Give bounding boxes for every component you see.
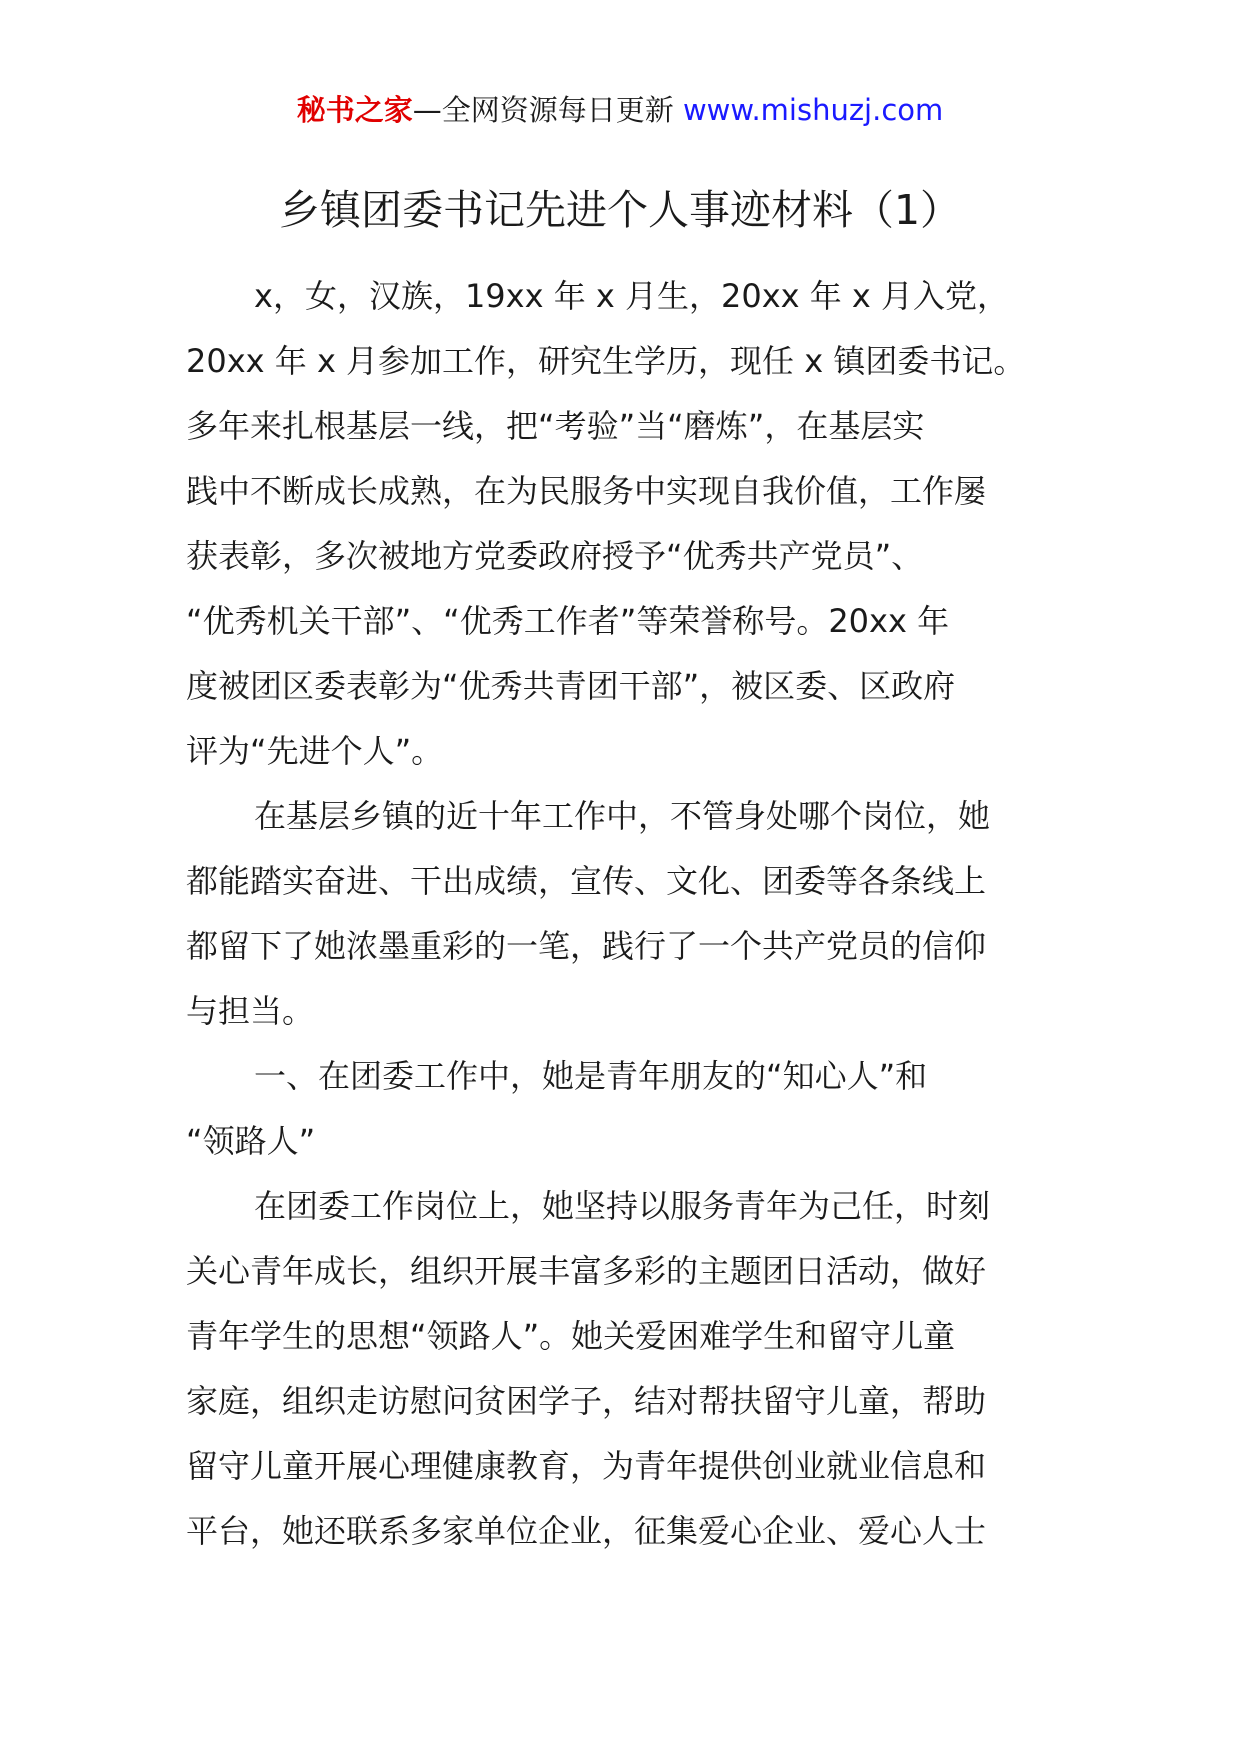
- body-line: 与担当。: [186, 992, 315, 1030]
- body-line: x，女，汉族，19xx 年 x 月生，20xx 年 x 月入党，: [254, 277, 1010, 315]
- body-line: 都留下了她浓墨重彩的一笔，践行了一个共产党员的信仰: [186, 927, 987, 965]
- document-body: [186, 264, 1046, 1564]
- body-line: 在团委工作岗位上，她坚持以服务青年为己任，时刻: [254, 1187, 991, 1225]
- body-line: 都能踏实奋进、干出成绩，宣传、文化、团委等各条线上: [186, 862, 987, 900]
- body-line: 度被团区委表彰为“优秀共青团干部”，被区委、区政府: [186, 667, 956, 705]
- body-line: 关心青年成长，组织开展丰富多彩的主题团日活动，做好: [186, 1252, 987, 1290]
- body-line: 青年学生的思想“领路人”。她关爱困难学生和留守儿童: [186, 1317, 956, 1355]
- document-title: 乡镇团委书记先进个人事迹材料（1）: [278, 186, 962, 234]
- brand-name: 秘书之家: [296, 93, 413, 127]
- body-line: 20xx 年 x 月参加工作，研究生学历，现任 x 镇团委书记。: [186, 342, 1026, 380]
- body-line: “优秀机关干部”、“优秀工作者”等荣誉称号。20xx 年: [186, 602, 950, 640]
- header-tagline: —全网资源每日更新: [412, 93, 674, 127]
- site-header: [0, 88, 1240, 132]
- body-line: 多年来扎根基层一线，把“考验”当“磨炼”，在基层实: [186, 407, 925, 445]
- body-line: 评为“先进个人”。: [186, 732, 444, 770]
- site-url-link[interactable]: www.mishuzj.com: [682, 93, 944, 127]
- body-line: 获表彰，多次被地方党委政府授予“优秀共产党员”、: [186, 537, 924, 575]
- body-line: 践中不断成长成熟，在为民服务中实现自我价值，工作屡: [186, 472, 987, 510]
- body-line: 平台，她还联系多家单位企业，征集爱心企业、爱心人士: [186, 1512, 987, 1550]
- body-line: 家庭，组织走访慰问贫困学子，结对帮扶留守儿童，帮助: [186, 1382, 987, 1420]
- section-heading-continued: “领路人”: [186, 1122, 316, 1160]
- body-line: 留守儿童开展心理健康教育，为青年提供创业就业信息和: [186, 1447, 987, 1485]
- body-line: 在基层乡镇的近十年工作中，不管身处哪个岗位，她: [254, 797, 991, 835]
- section-heading: 一、在团委工作中，她是青年朋友的“知心人”和: [254, 1057, 928, 1095]
